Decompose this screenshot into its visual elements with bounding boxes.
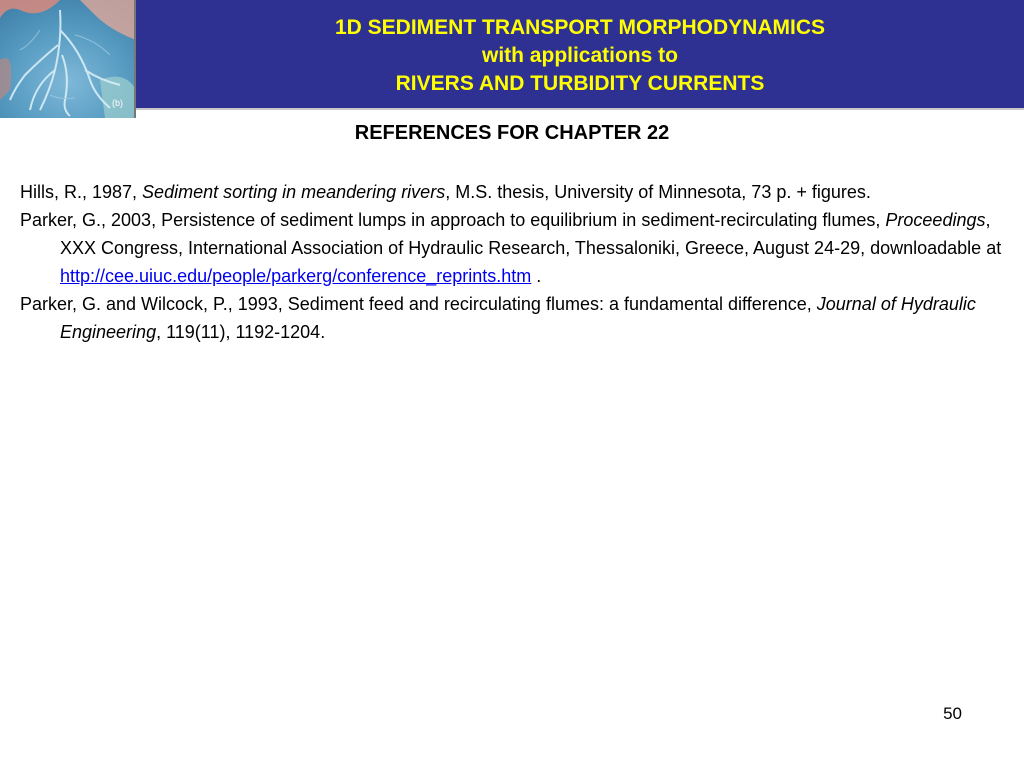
reference-text: , 119(11), 1192-1204.: [156, 322, 326, 342]
page-number: 50: [943, 704, 962, 723]
course-title: [136, 14, 1024, 98]
svg-text:(b): (b): [112, 98, 123, 108]
reference-text: Hills, R., 1987,: [20, 182, 143, 202]
course-title-line-3: RIVERS AND TURBIDITY CURRENTS: [395, 72, 765, 95]
reference-title: Proceedings: [885, 210, 986, 230]
reference-title: Sediment sorting in meandering rivers: [142, 182, 446, 202]
reference-title: Journal of Hydraulic Engineering: [60, 294, 976, 342]
reference-text: , XXX Congress, International Association of Hydraulic Research, Thessaloniki, Greece, August 24-29, downloadable at: [60, 210, 1002, 258]
river-delta-icon: [0, 0, 136, 118]
reference-list: [20, 178, 1010, 346]
reference-text: Parker, G. and Wilcock, P., 1993, Sediment feed and recirculating flumes: a fundamental difference,: [20, 294, 817, 314]
reference-link[interactable]: http://cee.uiuc.edu/people/parkerg/conference_reprints.htm: [60, 266, 532, 286]
reference-text: .: [531, 266, 542, 286]
reference-text: , M.S. thesis, University of Minnesota, 73 p. + figures.: [445, 182, 871, 202]
reference-item: [20, 178, 1010, 206]
slide-header: [0, 0, 1024, 118]
delta-logo-image: [0, 0, 136, 118]
course-title-line-2: with applications to: [481, 44, 678, 67]
reference-item: [20, 206, 1010, 290]
reference-item: [20, 290, 1010, 346]
course-title-line-1: 1D SEDIMENT TRANSPORT MORPHODYNAMICS: [334, 16, 826, 39]
reference-text: Parker, G., 2003, Persistence of sediment lumps in approach to equilibrium in sediment-recirculating flumes,: [20, 210, 886, 230]
slide-title: REFERENCES FOR CHAPTER 22: [354, 122, 670, 144]
